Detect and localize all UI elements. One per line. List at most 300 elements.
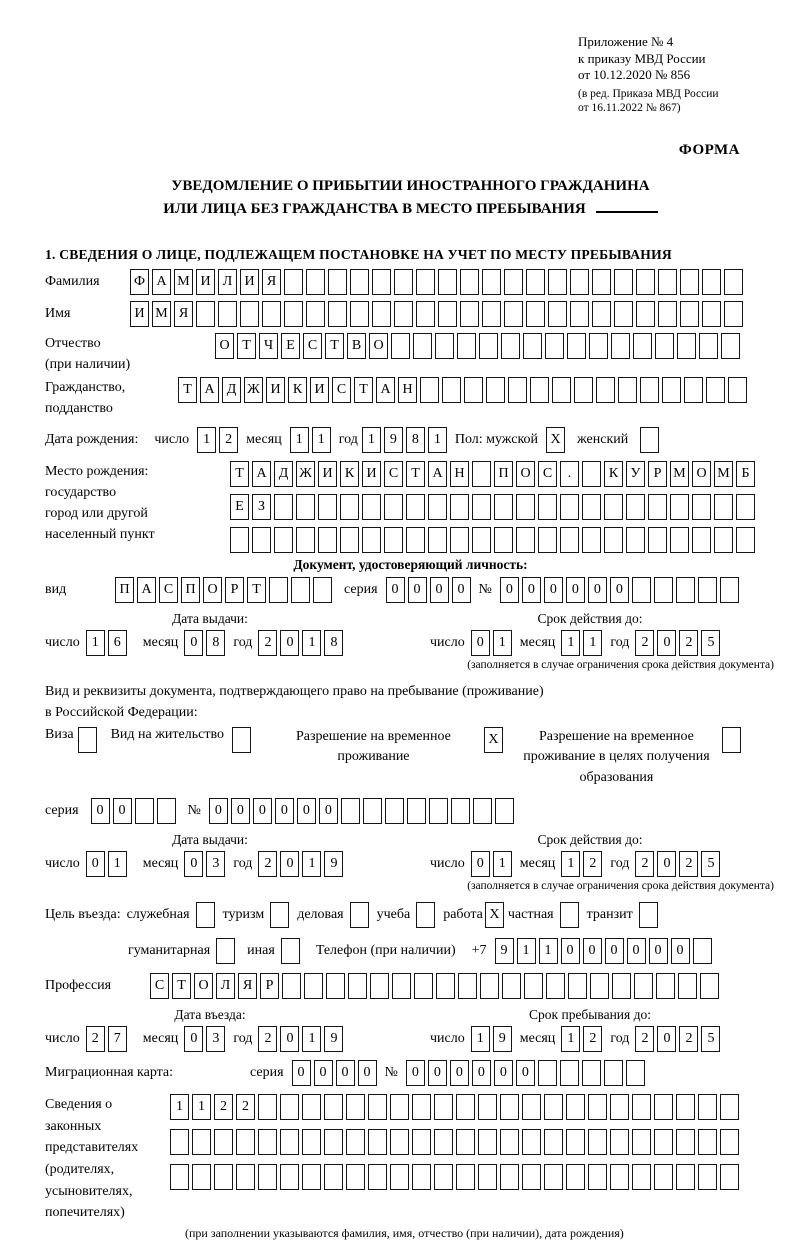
char-cell[interactable]: [494, 527, 513, 553]
char-cell[interactable]: [370, 973, 389, 999]
char-cell[interactable]: [626, 527, 645, 553]
char-cell[interactable]: 1: [197, 427, 216, 453]
char-cell[interactable]: 2: [258, 851, 277, 877]
char-cell[interactable]: О: [692, 461, 711, 487]
char-cell[interactable]: [457, 333, 476, 359]
char-cell[interactable]: 1: [302, 630, 321, 656]
char-cell[interactable]: [269, 577, 288, 603]
char-cell[interactable]: 0: [428, 1060, 447, 1086]
char-cell[interactable]: X: [546, 427, 565, 453]
char-cell[interactable]: [350, 301, 369, 327]
char-cell[interactable]: С: [150, 973, 169, 999]
char-cell[interactable]: О: [369, 333, 388, 359]
char-cell[interactable]: 0: [209, 798, 228, 824]
char-cell[interactable]: О: [215, 333, 234, 359]
char-cell[interactable]: [420, 377, 439, 403]
char-cell[interactable]: [612, 973, 631, 999]
char-cell[interactable]: В: [347, 333, 366, 359]
char-cell[interactable]: [604, 527, 623, 553]
char-cell[interactable]: Д: [222, 377, 241, 403]
char-cell[interactable]: [721, 333, 740, 359]
char-cell[interactable]: [280, 1094, 299, 1120]
char-cell[interactable]: 2: [679, 630, 698, 656]
char-cell[interactable]: [472, 527, 491, 553]
char-cell[interactable]: С: [332, 377, 351, 403]
char-cell[interactable]: [442, 377, 461, 403]
char-cell[interactable]: [698, 577, 717, 603]
char-cell[interactable]: [654, 1129, 673, 1155]
char-cell[interactable]: Я: [238, 973, 257, 999]
char-cell[interactable]: [610, 1094, 629, 1120]
char-cell[interactable]: 2: [258, 1026, 277, 1052]
char-cell[interactable]: А: [152, 269, 171, 295]
char-cell[interactable]: [589, 333, 608, 359]
char-cell[interactable]: [435, 333, 454, 359]
char-cell[interactable]: [560, 494, 579, 520]
char-cell[interactable]: [568, 973, 587, 999]
char-cell[interactable]: [258, 1164, 277, 1190]
char-cell[interactable]: [632, 1094, 651, 1120]
char-cell[interactable]: [346, 1094, 365, 1120]
char-cell[interactable]: 1: [362, 427, 381, 453]
char-cell[interactable]: 0: [544, 577, 563, 603]
char-cell[interactable]: 2: [258, 630, 277, 656]
char-cell[interactable]: [385, 798, 404, 824]
char-cell[interactable]: 9: [324, 1026, 343, 1052]
char-cell[interactable]: [702, 269, 721, 295]
char-cell[interactable]: [416, 902, 435, 928]
char-cell[interactable]: 2: [635, 630, 654, 656]
char-cell[interactable]: [670, 527, 689, 553]
char-cell[interactable]: [676, 1094, 695, 1120]
char-cell[interactable]: [451, 798, 470, 824]
char-cell[interactable]: [218, 301, 237, 327]
char-cell[interactable]: 2: [214, 1094, 233, 1120]
char-cell[interactable]: [680, 301, 699, 327]
char-cell[interactable]: 1: [192, 1094, 211, 1120]
char-cell[interactable]: 3: [206, 1026, 225, 1052]
char-cell[interactable]: 0: [91, 798, 110, 824]
char-cell[interactable]: 7: [108, 1026, 127, 1052]
char-cell[interactable]: С: [159, 577, 178, 603]
char-cell[interactable]: [258, 1129, 277, 1155]
char-cell[interactable]: [526, 269, 545, 295]
char-cell[interactable]: [236, 1129, 255, 1155]
char-cell[interactable]: 1: [312, 427, 331, 453]
char-cell[interactable]: Т: [237, 333, 256, 359]
char-cell[interactable]: X: [485, 902, 504, 928]
char-cell[interactable]: [480, 973, 499, 999]
char-cell[interactable]: И: [310, 377, 329, 403]
char-cell[interactable]: [720, 1094, 739, 1120]
char-cell[interactable]: Е: [281, 333, 300, 359]
char-cell[interactable]: [413, 333, 432, 359]
char-cell[interactable]: [567, 333, 586, 359]
char-cell[interactable]: 0: [561, 938, 580, 964]
char-cell[interactable]: [472, 494, 491, 520]
char-cell[interactable]: 0: [450, 1060, 469, 1086]
char-cell[interactable]: [302, 1094, 321, 1120]
char-cell[interactable]: Д: [274, 461, 293, 487]
char-cell[interactable]: 9: [384, 427, 403, 453]
char-cell[interactable]: [214, 1129, 233, 1155]
char-cell[interactable]: [501, 333, 520, 359]
char-cell[interactable]: [698, 1129, 717, 1155]
char-cell[interactable]: С: [384, 461, 403, 487]
char-cell[interactable]: [640, 427, 659, 453]
char-cell[interactable]: [407, 798, 426, 824]
char-cell[interactable]: И: [240, 269, 259, 295]
char-cell[interactable]: Л: [218, 269, 237, 295]
char-cell[interactable]: [428, 494, 447, 520]
char-cell[interactable]: [362, 527, 381, 553]
char-cell[interactable]: [438, 269, 457, 295]
char-cell[interactable]: 2: [679, 1026, 698, 1052]
char-cell[interactable]: .: [560, 461, 579, 487]
char-cell[interactable]: 1: [86, 630, 105, 656]
char-cell[interactable]: [394, 301, 413, 327]
char-cell[interactable]: [720, 1164, 739, 1190]
char-cell[interactable]: [702, 301, 721, 327]
char-cell[interactable]: Т: [178, 377, 197, 403]
char-cell[interactable]: 0: [494, 1060, 513, 1086]
char-cell[interactable]: [546, 973, 565, 999]
char-cell[interactable]: 0: [452, 577, 471, 603]
char-cell[interactable]: [640, 377, 659, 403]
char-cell[interactable]: [658, 269, 677, 295]
char-cell[interactable]: 6: [108, 630, 127, 656]
char-cell[interactable]: [252, 527, 271, 553]
char-cell[interactable]: [692, 494, 711, 520]
char-cell[interactable]: 0: [184, 1026, 203, 1052]
char-cell[interactable]: [720, 1129, 739, 1155]
char-cell[interactable]: 5: [701, 851, 720, 877]
char-cell[interactable]: [648, 494, 667, 520]
char-cell[interactable]: [456, 1129, 475, 1155]
char-cell[interactable]: [412, 1164, 431, 1190]
char-cell[interactable]: 0: [275, 798, 294, 824]
char-cell[interactable]: [392, 973, 411, 999]
char-cell[interactable]: [538, 1060, 557, 1086]
char-cell[interactable]: [318, 527, 337, 553]
char-cell[interactable]: [632, 1129, 651, 1155]
char-cell[interactable]: 1: [170, 1094, 189, 1120]
char-cell[interactable]: 0: [522, 577, 541, 603]
char-cell[interactable]: [170, 1164, 189, 1190]
char-cell[interactable]: [706, 377, 725, 403]
char-cell[interactable]: [724, 301, 743, 327]
char-cell[interactable]: Т: [172, 973, 191, 999]
char-cell[interactable]: [479, 333, 498, 359]
char-cell[interactable]: 0: [471, 851, 490, 877]
char-cell[interactable]: 8: [324, 630, 343, 656]
char-cell[interactable]: [412, 1129, 431, 1155]
char-cell[interactable]: [495, 798, 514, 824]
char-cell[interactable]: Б: [736, 461, 755, 487]
char-cell[interactable]: 0: [406, 1060, 425, 1086]
char-cell[interactable]: [500, 1094, 519, 1120]
char-cell[interactable]: [566, 1129, 585, 1155]
char-cell[interactable]: [582, 527, 601, 553]
char-cell[interactable]: [478, 1129, 497, 1155]
char-cell[interactable]: С: [303, 333, 322, 359]
char-cell[interactable]: [284, 269, 303, 295]
char-cell[interactable]: [458, 973, 477, 999]
char-cell[interactable]: [538, 494, 557, 520]
char-cell[interactable]: М: [152, 301, 171, 327]
char-cell[interactable]: [473, 798, 492, 824]
char-cell[interactable]: [280, 1164, 299, 1190]
char-cell[interactable]: [368, 1164, 387, 1190]
char-cell[interactable]: Л: [216, 973, 235, 999]
char-cell[interactable]: К: [288, 377, 307, 403]
char-cell[interactable]: 0: [184, 851, 203, 877]
char-cell[interactable]: [548, 269, 567, 295]
char-cell[interactable]: [500, 1164, 519, 1190]
char-cell[interactable]: [714, 527, 733, 553]
char-cell[interactable]: 0: [430, 577, 449, 603]
char-cell[interactable]: 0: [336, 1060, 355, 1086]
char-cell[interactable]: [390, 1129, 409, 1155]
char-cell[interactable]: 5: [701, 630, 720, 656]
char-cell[interactable]: [391, 333, 410, 359]
char-cell[interactable]: 5: [701, 1026, 720, 1052]
char-cell[interactable]: 0: [671, 938, 690, 964]
char-cell[interactable]: [486, 377, 505, 403]
char-cell[interactable]: [328, 269, 347, 295]
char-cell[interactable]: [456, 1164, 475, 1190]
char-cell[interactable]: 1: [539, 938, 558, 964]
char-cell[interactable]: 1: [561, 1026, 580, 1052]
char-cell[interactable]: [522, 1129, 541, 1155]
char-cell[interactable]: [654, 577, 673, 603]
char-cell[interactable]: З: [252, 494, 271, 520]
char-cell[interactable]: [604, 494, 623, 520]
char-cell[interactable]: [504, 301, 523, 327]
char-cell[interactable]: П: [115, 577, 134, 603]
char-cell[interactable]: Т: [406, 461, 425, 487]
char-cell[interactable]: [590, 973, 609, 999]
char-cell[interactable]: [394, 269, 413, 295]
char-cell[interactable]: [416, 301, 435, 327]
char-cell[interactable]: [304, 973, 323, 999]
char-cell[interactable]: Е: [230, 494, 249, 520]
char-cell[interactable]: 1: [583, 630, 602, 656]
char-cell[interactable]: [680, 269, 699, 295]
char-cell[interactable]: Ж: [244, 377, 263, 403]
char-cell[interactable]: 2: [635, 1026, 654, 1052]
char-cell[interactable]: 0: [472, 1060, 491, 1086]
char-cell[interactable]: [258, 1094, 277, 1120]
char-cell[interactable]: 0: [657, 851, 676, 877]
char-cell[interactable]: [614, 269, 633, 295]
char-cell[interactable]: [552, 377, 571, 403]
char-cell[interactable]: [482, 269, 501, 295]
char-cell[interactable]: 9: [324, 851, 343, 877]
char-cell[interactable]: 0: [657, 1026, 676, 1052]
char-cell[interactable]: [429, 798, 448, 824]
char-cell[interactable]: А: [376, 377, 395, 403]
char-cell[interactable]: [428, 527, 447, 553]
char-cell[interactable]: [340, 494, 359, 520]
char-cell[interactable]: 1: [493, 851, 512, 877]
char-cell[interactable]: X: [484, 727, 503, 753]
char-cell[interactable]: [478, 1164, 497, 1190]
char-cell[interactable]: 0: [280, 851, 299, 877]
char-cell[interactable]: [588, 1164, 607, 1190]
char-cell[interactable]: [464, 377, 483, 403]
char-cell[interactable]: [326, 973, 345, 999]
char-cell[interactable]: 0: [253, 798, 272, 824]
char-cell[interactable]: [324, 1094, 343, 1120]
char-cell[interactable]: [560, 527, 579, 553]
char-cell[interactable]: И: [266, 377, 285, 403]
char-cell[interactable]: [504, 269, 523, 295]
char-cell[interactable]: [655, 333, 674, 359]
char-cell[interactable]: [460, 301, 479, 327]
char-cell[interactable]: [604, 1060, 623, 1086]
char-cell[interactable]: 2: [236, 1094, 255, 1120]
char-cell[interactable]: [214, 1164, 233, 1190]
char-cell[interactable]: [412, 1094, 431, 1120]
char-cell[interactable]: Р: [225, 577, 244, 603]
char-cell[interactable]: Р: [648, 461, 667, 487]
char-cell[interactable]: [676, 1164, 695, 1190]
char-cell[interactable]: Н: [398, 377, 417, 403]
char-cell[interactable]: [636, 301, 655, 327]
char-cell[interactable]: [714, 494, 733, 520]
char-cell[interactable]: [390, 1164, 409, 1190]
char-cell[interactable]: [570, 269, 589, 295]
char-cell[interactable]: 2: [679, 851, 698, 877]
char-cell[interactable]: И: [196, 269, 215, 295]
char-cell[interactable]: [328, 301, 347, 327]
char-cell[interactable]: 1: [290, 427, 309, 453]
char-cell[interactable]: [530, 377, 549, 403]
char-cell[interactable]: [524, 973, 543, 999]
char-cell[interactable]: А: [137, 577, 156, 603]
char-cell[interactable]: 3: [206, 851, 225, 877]
char-cell[interactable]: [626, 1060, 645, 1086]
char-cell[interactable]: [634, 973, 653, 999]
char-cell[interactable]: [78, 727, 97, 753]
char-cell[interactable]: [648, 527, 667, 553]
char-cell[interactable]: [372, 301, 391, 327]
char-cell[interactable]: 1: [561, 630, 580, 656]
char-cell[interactable]: [632, 1164, 651, 1190]
char-cell[interactable]: [522, 1164, 541, 1190]
char-cell[interactable]: 0: [588, 577, 607, 603]
char-cell[interactable]: [582, 461, 601, 487]
char-cell[interactable]: [262, 301, 281, 327]
char-cell[interactable]: [544, 1129, 563, 1155]
char-cell[interactable]: [368, 1129, 387, 1155]
char-cell[interactable]: 0: [280, 1026, 299, 1052]
char-cell[interactable]: 2: [635, 851, 654, 877]
char-cell[interactable]: 2: [219, 427, 238, 453]
char-cell[interactable]: Ч: [259, 333, 278, 359]
char-cell[interactable]: [654, 1164, 673, 1190]
char-cell[interactable]: [196, 902, 215, 928]
char-cell[interactable]: [170, 1129, 189, 1155]
char-cell[interactable]: [192, 1164, 211, 1190]
char-cell[interactable]: [618, 377, 637, 403]
char-cell[interactable]: [450, 494, 469, 520]
char-cell[interactable]: [406, 527, 425, 553]
char-cell[interactable]: П: [494, 461, 513, 487]
char-cell[interactable]: [230, 527, 249, 553]
char-cell[interactable]: [368, 1094, 387, 1120]
char-cell[interactable]: [270, 902, 289, 928]
char-cell[interactable]: [340, 527, 359, 553]
char-cell[interactable]: [494, 494, 513, 520]
char-cell[interactable]: 0: [471, 630, 490, 656]
char-cell[interactable]: Я: [174, 301, 193, 327]
char-cell[interactable]: [460, 269, 479, 295]
char-cell[interactable]: [302, 1129, 321, 1155]
char-cell[interactable]: [274, 527, 293, 553]
char-cell[interactable]: [684, 377, 703, 403]
char-cell[interactable]: К: [340, 461, 359, 487]
char-cell[interactable]: [500, 1129, 519, 1155]
char-cell[interactable]: [610, 1164, 629, 1190]
char-cell[interactable]: [406, 494, 425, 520]
char-cell[interactable]: [698, 1094, 717, 1120]
char-cell[interactable]: [346, 1164, 365, 1190]
char-cell[interactable]: 0: [566, 577, 585, 603]
char-cell[interactable]: 2: [86, 1026, 105, 1052]
char-cell[interactable]: [362, 494, 381, 520]
char-cell[interactable]: 1: [302, 851, 321, 877]
char-cell[interactable]: [592, 301, 611, 327]
char-cell[interactable]: 1: [471, 1026, 490, 1052]
char-cell[interactable]: М: [670, 461, 689, 487]
char-cell[interactable]: [678, 973, 697, 999]
char-cell[interactable]: [482, 301, 501, 327]
char-cell[interactable]: К: [604, 461, 623, 487]
char-cell[interactable]: [545, 333, 564, 359]
char-cell[interactable]: [280, 1129, 299, 1155]
char-cell[interactable]: 0: [184, 630, 203, 656]
char-cell[interactable]: Н: [450, 461, 469, 487]
char-cell[interactable]: 0: [86, 851, 105, 877]
char-cell[interactable]: Т: [247, 577, 266, 603]
char-cell[interactable]: [324, 1164, 343, 1190]
char-cell[interactable]: [436, 973, 455, 999]
char-cell[interactable]: [346, 1129, 365, 1155]
char-cell[interactable]: [472, 461, 491, 487]
char-cell[interactable]: М: [174, 269, 193, 295]
char-cell[interactable]: 1: [561, 851, 580, 877]
char-cell[interactable]: [626, 494, 645, 520]
char-cell[interactable]: М: [714, 461, 733, 487]
char-cell[interactable]: 0: [280, 630, 299, 656]
char-cell[interactable]: [698, 1164, 717, 1190]
char-cell[interactable]: А: [200, 377, 219, 403]
char-cell[interactable]: Т: [230, 461, 249, 487]
char-cell[interactable]: [699, 333, 718, 359]
char-cell[interactable]: [236, 1164, 255, 1190]
char-cell[interactable]: [574, 377, 593, 403]
char-cell[interactable]: [614, 301, 633, 327]
char-cell[interactable]: [592, 269, 611, 295]
char-cell[interactable]: [582, 1060, 601, 1086]
char-cell[interactable]: [438, 301, 457, 327]
char-cell[interactable]: Т: [354, 377, 373, 403]
char-cell[interactable]: [570, 301, 589, 327]
char-cell[interactable]: [560, 902, 579, 928]
char-cell[interactable]: 0: [113, 798, 132, 824]
